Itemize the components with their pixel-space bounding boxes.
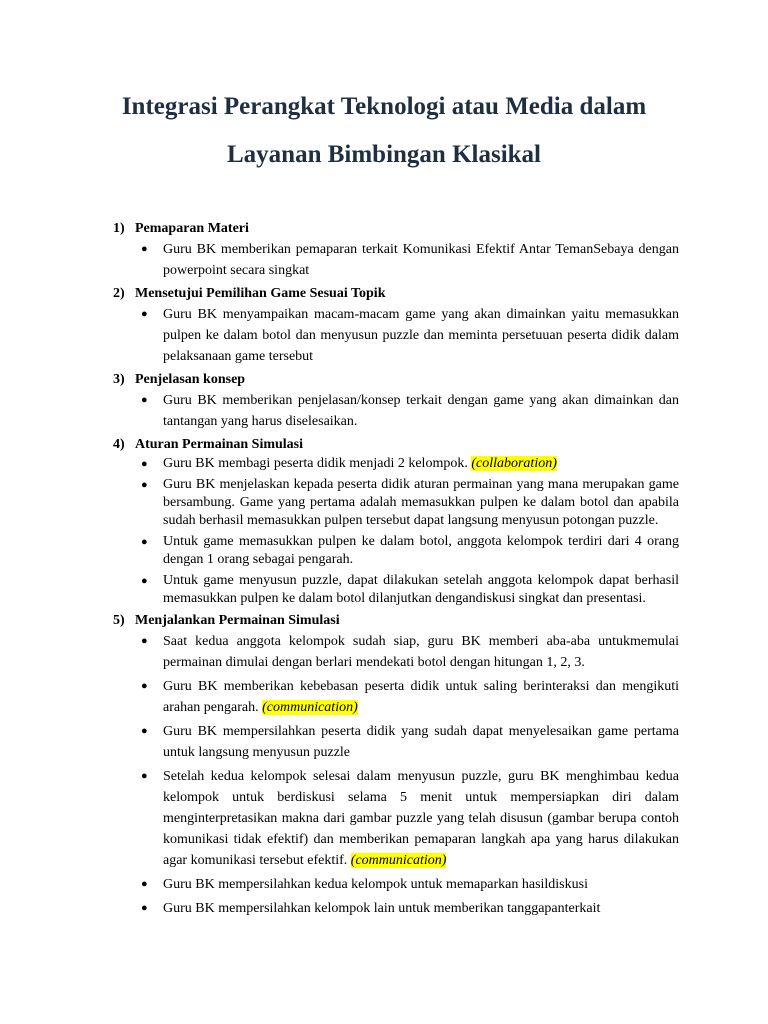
section-heading-text: Mensetujui Pemilihan Game Sesuai Topik xyxy=(135,286,386,301)
bullet-text: Guru BK menyampaikan macam-macam game yang akan dimainkan yaitu memasukkan pulpen ke dalam botol dan menyusun puzzle dan meminta persetuuan peserta didik dalam pelaksanaan game tersebut xyxy=(163,307,679,364)
section-heading xyxy=(113,219,679,238)
section-number: 1) xyxy=(113,221,125,236)
bullet-item xyxy=(113,676,679,718)
section-heading xyxy=(113,611,679,630)
section-3 xyxy=(113,370,679,432)
section-heading-text: Aturan Permainan Simulasi xyxy=(135,437,304,452)
section-number: 2) xyxy=(113,286,125,301)
bullet-item xyxy=(113,721,679,763)
document-title-line-2: Layanan Bimbingan Klasikal xyxy=(226,141,541,168)
bullet-text: Guru BK mempersilahkan kedua kelompok untuk memaparkan hasildiskusi xyxy=(163,877,588,892)
bullet-list xyxy=(113,239,679,281)
bullet-item xyxy=(113,572,679,608)
section-number: 4) xyxy=(113,437,125,452)
bullet-text: Guru BK memberikan penjelasan/konsep terkait dengan game yang akan dimainkan dan tantangan yang harus diselesaikan. xyxy=(163,393,679,429)
bullet-dot-icon: ● xyxy=(141,536,148,548)
bullet-text: Guru BK memberikan pemaparan terkait Komunikasi Efektif Antar TemanSebaya dengan powerpoint secara singkat xyxy=(163,242,679,278)
section-number: 5) xyxy=(113,613,125,628)
bullet-text: Setelah kedua kelompok selesai dalam menyusun puzzle, guru BK menghimbau kedua kelompok untuk berdiskusi selama 5 menit untuk mempersiapkan diri dalam menginterpretasikan makna dari gambar puzzle yang telah disusun (gambar berupa contoh komunikasi tidak efektif) dan memberikan pemaparan langkah apa yang harus dilakukan agar komunikasi tersebut efektif. xyxy=(163,769,679,868)
bullet-item xyxy=(113,631,679,673)
bullet-item xyxy=(113,533,679,569)
bullet-item xyxy=(113,455,679,473)
bullet-text: Guru BK mempersilahkan peserta didik yang sudah dapat menyelesaikan game pertama untuk langsung menyusun puzzle xyxy=(163,724,679,760)
section-heading-text: Menjalankan Permainan Simulasi xyxy=(135,613,340,628)
bullet-list xyxy=(113,390,679,432)
bullet-list xyxy=(113,455,679,608)
section-heading xyxy=(113,435,679,454)
bullet-text: Guru BK memberikan kebebasan peserta didik untuk saling berinteraksi dan mengikuti arahan pengarah. xyxy=(163,679,679,715)
bullet-dot-icon: ● xyxy=(141,243,148,255)
section-heading xyxy=(113,284,679,303)
bullet-text: Guru BK membagi peserta didik menjadi 2 kelompok. xyxy=(163,456,472,471)
section-number: 3) xyxy=(113,372,125,387)
bullet-dot-icon: ● xyxy=(141,479,148,491)
section-heading xyxy=(113,370,679,389)
bullet-item xyxy=(113,304,679,367)
highlighted-keyword: (communication) xyxy=(262,700,358,715)
section-heading-text: Penjelasan konsep xyxy=(135,372,246,387)
document-body xyxy=(113,219,679,922)
bullet-item xyxy=(113,898,679,919)
bullet-item xyxy=(113,239,679,281)
bullet-text: Guru BK menjelaskan kepada peserta didik aturan permainan yang mana merupakan game bersambung. Game yang pertama adalah memasukkan pulpen ke dalam botol dan apabila sudah berhasil memasukkan pulpen tersebut dapat langsung menyusun potongan puzzle. xyxy=(163,477,679,528)
bullet-item xyxy=(113,766,679,871)
bullet-dot-icon: ● xyxy=(141,725,148,737)
bullet-item xyxy=(113,874,679,895)
bullet-text: Untuk game memasukkan pulpen ke dalam botol, anggota kelompok terdiri dari 4 orang dengan 1 orang sebagai pengarah. xyxy=(163,534,679,567)
bullet-dot-icon: ● xyxy=(141,575,148,587)
section-5 xyxy=(113,611,679,919)
document-title-line-1: Integrasi Perangkat Teknologi atau Media dalam xyxy=(121,93,647,120)
highlighted-keyword: (communication) xyxy=(350,853,447,868)
section-4 xyxy=(113,435,679,608)
bullet-dot-icon: ● xyxy=(141,394,148,406)
bullet-list xyxy=(113,631,679,919)
bullet-item xyxy=(113,390,679,432)
bullet-text: Saat kedua anggota kelompok sudah siap, guru BK memberi aba-aba untukmemulai permainan dimulai dengan berlari mendekati botol dengan hitungan 1, 2, 3. xyxy=(163,634,679,670)
bullet-dot-icon: ● xyxy=(141,902,148,914)
bullet-text: Untuk game menyusun puzzle, dapat dilakukan setelah anggota kelompok dapat berhasil memasukkan pulpen ke dalam botol dilanjutkan dengandiskusi singkat dan presentasi. xyxy=(163,573,679,606)
bullet-text: Guru BK mempersilahkan kelompok lain untuk memberikan tanggapanterkait xyxy=(163,901,601,916)
bullet-dot-icon: ● xyxy=(141,635,148,647)
bullet-dot-icon: ● xyxy=(141,308,148,320)
section-1 xyxy=(113,219,679,281)
bullet-dot-icon: ● xyxy=(141,458,148,470)
section-2 xyxy=(113,284,679,367)
bullet-dot-icon: ● xyxy=(141,770,148,782)
bullet-list xyxy=(113,304,679,367)
bullet-item xyxy=(113,476,679,530)
bullet-dot-icon: ● xyxy=(141,878,148,890)
highlighted-keyword: (collaboration) xyxy=(471,456,557,471)
bullet-dot-icon: ● xyxy=(141,680,148,692)
section-heading-text: Pemaparan Materi xyxy=(135,221,249,236)
